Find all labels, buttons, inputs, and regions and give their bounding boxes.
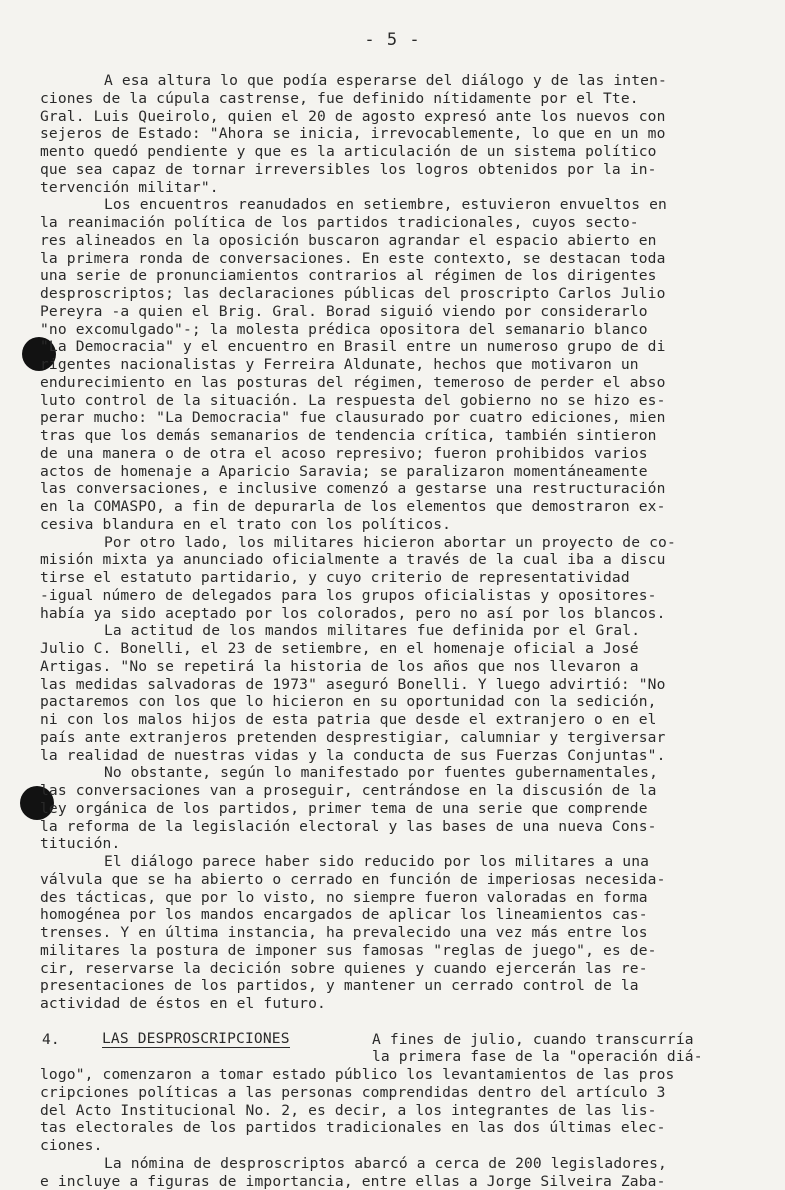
- text-line: la primera ronda de conversaciones. En este contexto, se destacan toda: [40, 250, 760, 268]
- text-line: sejeros de Estado: "Ahora se inicia, irrevocablemente, lo que en un mo: [40, 125, 760, 143]
- text-line: presentaciones de los partidos, y mantener un cerrado control de la: [40, 977, 760, 995]
- text-line: válvula que se ha abierto o cerrado en función de imperiosas necesida-: [40, 871, 760, 889]
- text-line: las conversaciones van a proseguir, centrándose en la discusión de la: [40, 782, 760, 800]
- page-number: - 5 -: [0, 30, 785, 50]
- text-line: ni con los malos hijos de esta patria que desde el extranjero o en el: [40, 711, 760, 729]
- text-line: tirse el estatuto partidario, y cuyo criterio de representatividad: [40, 569, 760, 587]
- text-line: e incluye a figuras de importancia, entre ellas a Jorge Silveira Zaba-: [40, 1173, 760, 1190]
- text-line: homogénea por los mandos encargados de aplicar los lineamientos cas-: [40, 906, 760, 924]
- text-line: cir, reservarse la decición sobre quienes y cuando ejercerán las re-: [40, 960, 760, 978]
- text-line: La nómina de desproscriptos abarcó a cerca de 200 legisladores,: [40, 1155, 760, 1173]
- text-line: una serie de pronunciamientos contrarios al régimen de los dirigentes: [40, 267, 760, 285]
- text-line: luto control de la situación. La respuesta del gobierno no se hizo es-: [40, 392, 760, 410]
- text-line: ciones de la cúpula castrense, fue definido nítidamente por el Tte.: [40, 90, 760, 108]
- text-line: país ante extranjeros pretenden desprestigiar, calumniar y tergiversar: [40, 729, 760, 747]
- section-title: LAS DESPROSCRIPCIONES: [102, 1031, 290, 1048]
- text-line: titución.: [40, 835, 760, 853]
- text-line: trenses. Y en última instancia, ha prevalecido una vez más entre los: [40, 924, 760, 942]
- text-line: No obstante, según lo manifestado por fuentes gubernamentales,: [40, 764, 760, 782]
- text-line: mento quedó pendiente y que es la articulación de un sistema político: [40, 143, 760, 161]
- text-line: El diálogo parece haber sido reducido por los militares a una: [40, 853, 760, 871]
- text-line: rigentes nacionalistas y Ferreira Aldunate, hechos que motivaron un: [40, 356, 760, 374]
- text-line: militares la postura de imponer sus famosas "reglas de juego", es de-: [40, 942, 760, 960]
- section-heading-row: [40, 1031, 760, 1049]
- text-line: actividad de éstos en el futuro.: [40, 995, 760, 1013]
- text-line: misión mixta ya anunciado oficialmente a través de la cual iba a discu: [40, 551, 760, 569]
- text-line: tras que los demás semanarios de tendencia crítica, también sintieron: [40, 427, 760, 445]
- text-line: "La Democracia" y el encuentro en Brasil entre un numeroso grupo de di: [40, 338, 760, 356]
- blank-line: [40, 1013, 760, 1031]
- text-line: desproscriptos; las declaraciones públicas del proscripto Carlos Julio: [40, 285, 760, 303]
- text-line: la primera fase de la "operación diá-: [40, 1048, 760, 1066]
- text-line: había ya sido aceptado por los colorados, pero no así por los blancos.: [40, 605, 760, 623]
- text-line: las conversaciones, e inclusive comenzó a gestarse una restructuración: [40, 480, 760, 498]
- document-body: [40, 72, 760, 1190]
- text-line: endurecimiento en las posturas del régimen, temeroso de perder el abso: [40, 374, 760, 392]
- text-line: cesiva blandura en el trato con los políticos.: [40, 516, 760, 534]
- text-line: des tácticas, que por lo visto, no siempre fueron valoradas en forma: [40, 889, 760, 907]
- text-line: la reanimación política de los partidos tradicionales, cuyos secto-: [40, 214, 760, 232]
- text-line: de una manera o de otra el acoso represivo; fueron prohibidos varios: [40, 445, 760, 463]
- section-number: 4.: [42, 1031, 60, 1049]
- text-line: tervención militar".: [40, 179, 760, 197]
- text-line: La actitud de los mandos militares fue definida por el Gral.: [40, 622, 760, 640]
- text-line: Julio C. Bonelli, el 23 de setiembre, en el homenaje oficial a José: [40, 640, 760, 658]
- text-line: A esa altura lo que podía esperarse del diálogo y de las inten-: [40, 72, 760, 90]
- text-line: -igual número de delegados para los grupos oficialistas y opositores-: [40, 587, 760, 605]
- text-line: en la COMASPO, a fin de depurarla de los elementos que demostraron ex-: [40, 498, 760, 516]
- text-line: cripciones políticas a las personas comprendidas dentro del artículo 3: [40, 1084, 760, 1102]
- text-line: del Acto Institucional No. 2, es decir, a los integrantes de las lis-: [40, 1102, 760, 1120]
- text-line: Pereyra -a quien el Brig. Gral. Borad siguió viendo por considerarlo: [40, 303, 760, 321]
- text-line: A fines de julio, cuando transcurría: [372, 1031, 694, 1049]
- text-line: actos de homenaje a Aparicio Saravia; se paralizaron momentáneamente: [40, 463, 760, 481]
- text-line: Gral. Luis Queirolo, quien el 20 de agosto expresó ante los nuevos con: [40, 108, 760, 126]
- text-line: Artigas. "No se repetirá la historia de los años que nos llevaron a: [40, 658, 760, 676]
- text-line: ciones.: [40, 1137, 760, 1155]
- text-line: Por otro lado, los militares hicieron abortar un proyecto de co-: [40, 534, 760, 552]
- text-line: "no excomulgado"-; la molesta prédica opositora del semanario blanco: [40, 321, 760, 339]
- text-line: logo", comenzaron a tomar estado público los levantamientos de las pros: [40, 1066, 760, 1084]
- text-line: las medidas salvadoras de 1973" aseguró Bonelli. Y luego advirtió: "No: [40, 676, 760, 694]
- text-line: que sea capaz de tornar irreversibles los logros obtenidos por la in-: [40, 161, 760, 179]
- text-line: Los encuentros reanudados en setiembre, estuvieron envueltos en: [40, 196, 760, 214]
- text-line: perar mucho: "La Democracia" fue clausurado por cuatro ediciones, mien: [40, 409, 760, 427]
- text-line: res alineados en la oposición buscaron agrandar el espacio abierto en: [40, 232, 760, 250]
- text-line: la realidad de nuestras vidas y la conducta de sus Fuerzas Conjuntas".: [40, 747, 760, 765]
- text-line: la reforma de la legislación electoral y las bases de una nueva Cons-: [40, 818, 760, 836]
- text-line: ley orgánica de los partidos, primer tema de una serie que comprende: [40, 800, 760, 818]
- text-line: pactaremos con los que lo hicieron en su oportunidad con la sedición,: [40, 693, 760, 711]
- text-line: tas electorales de los partidos tradicionales en las dos últimas elec-: [40, 1119, 760, 1137]
